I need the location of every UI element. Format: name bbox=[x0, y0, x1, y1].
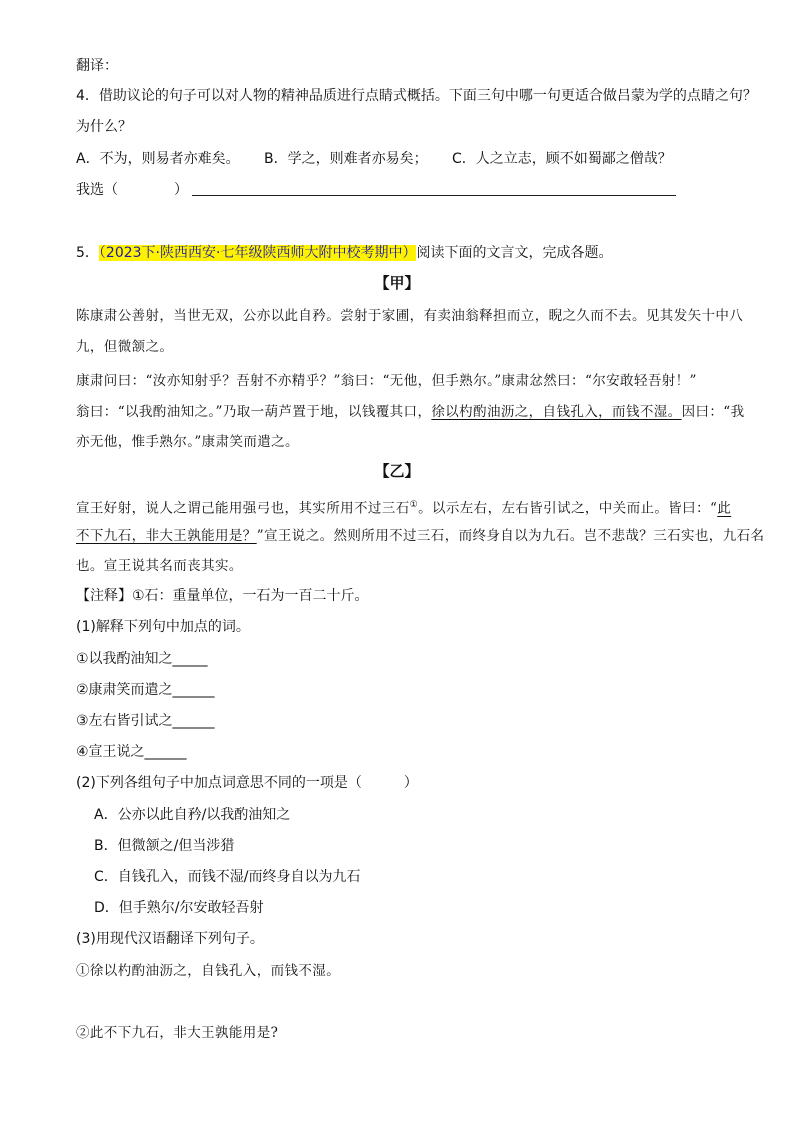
choose-label: 我选（ ） bbox=[76, 182, 188, 198]
sub-question-1-title: (1)解释下列句中加点的词。 bbox=[76, 619, 250, 635]
question-4-options bbox=[76, 149, 672, 169]
question-5-header bbox=[76, 243, 612, 263]
option-a: A．不为，则易者亦难矣。 bbox=[76, 151, 240, 167]
yi-line3: 也。宣王说其名而丧其实。 bbox=[76, 558, 243, 574]
jia-underlined-sentence: 徐以杓酌油沥之，自钱孔入，而钱不湿。 bbox=[431, 404, 682, 420]
question-5-source: （2023下·陕西西安·七年级陕西师大附中校考期中） bbox=[98, 245, 417, 261]
yi-line2 bbox=[76, 526, 764, 546]
sub-question-2-title: (2)下列各组句子中加点词意思不同的一项是（ ） bbox=[76, 775, 418, 791]
sub-question-1-item: ①以我酌油知之_____ bbox=[76, 651, 208, 667]
jia-para2-line2 bbox=[76, 402, 744, 422]
jia-para2-line2-a: 翁曰：“以我酌油知之。”乃取一葫芦置于地，以钱覆其口， bbox=[76, 404, 432, 420]
question-5-instruction: 阅读下面的文言文，完成各题。 bbox=[416, 245, 613, 261]
jia-para1-line1: 陈康肃公善射，当世无双，公亦以此自矜。尝射于家圃，有卖油翁释担而立，睨之久而不去。见其发矢十中八 bbox=[76, 308, 744, 324]
jia-para1-line2: 九，但微颔之。 bbox=[76, 339, 174, 355]
sub-question-1-item: ③左右皆引试之______ bbox=[76, 713, 215, 729]
choose-row bbox=[76, 180, 676, 200]
jia-para2-line1: 康肃问曰：“汝亦知射乎？吾射不亦精乎？”翁曰：“无他，但手熟尔。”康肃忿然曰：“尔安敢轻吾射！” bbox=[76, 373, 697, 389]
translate-label: 翻译： bbox=[76, 58, 118, 74]
option-c: C．人之立志，顾不如蜀鄙之僧哉？ bbox=[452, 151, 672, 167]
jia-para2-line3: 亦无他，惟手熟尔。”康肃笑而遣之。 bbox=[76, 434, 299, 450]
passage-jia-title: 【甲】 bbox=[374, 274, 420, 292]
yi-line1-b: 。以示左右，左右皆引试之，中关而止。皆曰：“ bbox=[418, 500, 718, 517]
sub-question-1-item: ②康肃笑而遣之______ bbox=[76, 682, 215, 698]
sub-question-1-item: ④宣王说之______ bbox=[76, 744, 187, 760]
yi-underlined-sentence: 不下九石，非大王孰能用是？ bbox=[76, 528, 257, 544]
passage-yi-title: 【乙】 bbox=[374, 462, 420, 480]
sub-question-3-item: ①徐以杓酌油沥之，自钱孔入，而钱不湿。 bbox=[76, 963, 341, 979]
option-b: B．学之，则难者亦易矣； bbox=[264, 151, 428, 167]
sub-question-2-option: D．但手熟尔/尔安敢轻吾射 bbox=[94, 900, 264, 916]
annotation-note: 【注释】①石：重量单位，一石为一百二十斤。 bbox=[76, 588, 369, 604]
sub-question-2-option: B．但微颔之/但当涉猎 bbox=[94, 838, 235, 854]
sub-question-3-title: (3)用现代汉语翻译下列句子。 bbox=[76, 931, 264, 947]
question-4-line-1: 4．借助议论的句子可以对人物的精神品质进行点睛式概括。下面三句中哪一句更适合做吕蒙为学的点睛之句？ bbox=[76, 88, 757, 104]
yi-line1 bbox=[76, 495, 731, 519]
question-5-number: 5． bbox=[76, 245, 99, 261]
question-4-line-2: 为什么？ bbox=[76, 119, 132, 135]
jia-para2-line2-b: 因曰：“我 bbox=[681, 404, 745, 420]
yi-line2-b: ”宣王说之。然则所用不过三石，而终身自以为九石。岂不悲哉？三石实也，九石名 bbox=[256, 528, 765, 544]
yi-underlined-start: 此 bbox=[717, 500, 732, 517]
sub-question-2-option: C．自钱孔入，而钱不湿/而终身自以为九石 bbox=[94, 869, 361, 885]
yi-line1-a: 宣王好射，说人之谓己能用强弓也，其实所用不过三石 bbox=[76, 500, 410, 517]
yi-footnote-mark: ① bbox=[409, 500, 419, 510]
sub-question-3-item: ②此不下九石，非大王孰能用是? bbox=[76, 1025, 279, 1041]
sub-question-2-option: A．公亦以此自矜/以我酌油知之 bbox=[94, 807, 291, 823]
answer-blank[interactable] bbox=[192, 181, 676, 196]
